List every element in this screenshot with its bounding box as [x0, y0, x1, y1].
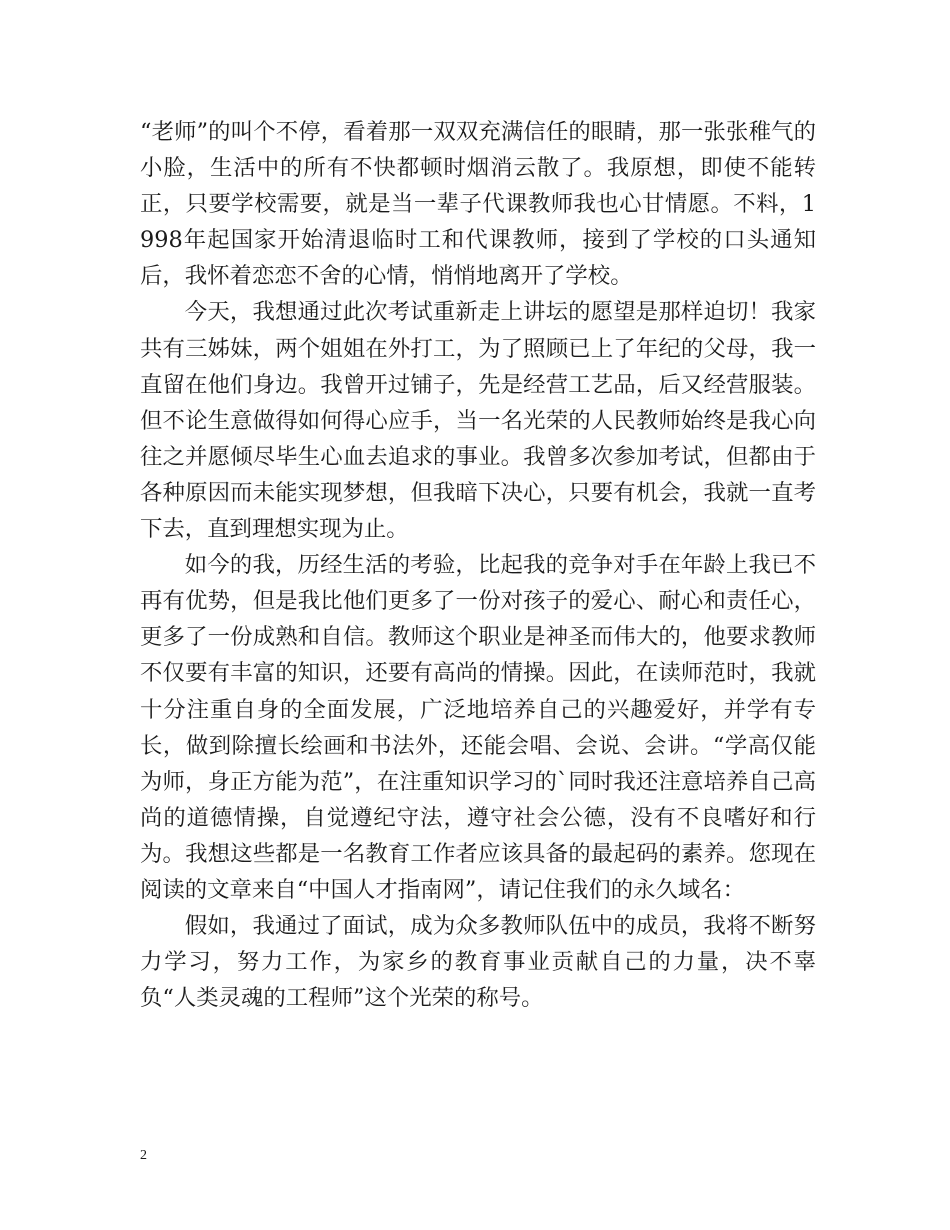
- paragraph-4: 假如，我通过了面试，成为众多教师队伍中的成员，我将不断努力学习，努力工作，为家乡的教育事业贡献自己的力量，决不辜负“人类灵魂的工程师”这个光荣的称号。: [140, 913, 816, 1012]
- paragraph-2: 今天，我想通过此次考试重新走上讲坛的愿望是那样迫切！我家共有三姊妹，两个姐姐在外打工，为了照顾已上了年纪的父母，我一直留在他们身边。我曾开过铺子，先是经营工艺品，后又经营服装。但不论生意做得如何得心应手，当一名光荣的人民教师始终是我心向往之并愿倾尽毕生心血去追求的事业。我曾多次参加考试，但都由于各种原因而未能实现梦想，但我暗下决心，只要有机会，我就一直考下去，直到理想实现为止。: [140, 299, 816, 543]
- paragraph-1: “老师”的叫个不停，看着那一双双充满信任的眼睛，那一张张稚气的小脸，生活中的所有不快都顿时烟消云散了。我原想，即使不能转正，只要学校需要，就是当一辈子代课教师我也心甘情愿。不料，1998年起国家开始清退临时工和代课教师，接到了学校的口头通知后，我怀着恋恋不舍的心情，悄悄地离开了学校。: [140, 119, 816, 290]
- page-number: 2: [140, 1148, 147, 1163]
- paragraph-3: 如今的我，历经生活的考验，比起我的竞争对手在年龄上我已不再有优势，但是我比他们更多了一份对孩子的爱心、耐心和责任心，更多了一份成熟和自信。教师这个职业是神圣而伟大的，他要求教师不仅要有丰富的知识，还要有高尚的情操。因此，在读师范时，我就十分注重自身的全面发展，广泛地培养自己的兴趣爱好，并学有专长，做到除擅长绘画和书法外，还能会唱、会说、会讲。“学高仅能为师，身正方能为范”，在注重知识学习的`同时我还注意培养自己高尚的道德情操，自觉遵纪守法，遵守社会公德，没有不良嗜好和行为。我想这些都是一名教育工作者应该具备的最起码的素养。您现在阅读的文章来自“中国人才指南网”，请记住我们的永久域名：: [140, 552, 816, 903]
- document-body: [140, 114, 816, 1016]
